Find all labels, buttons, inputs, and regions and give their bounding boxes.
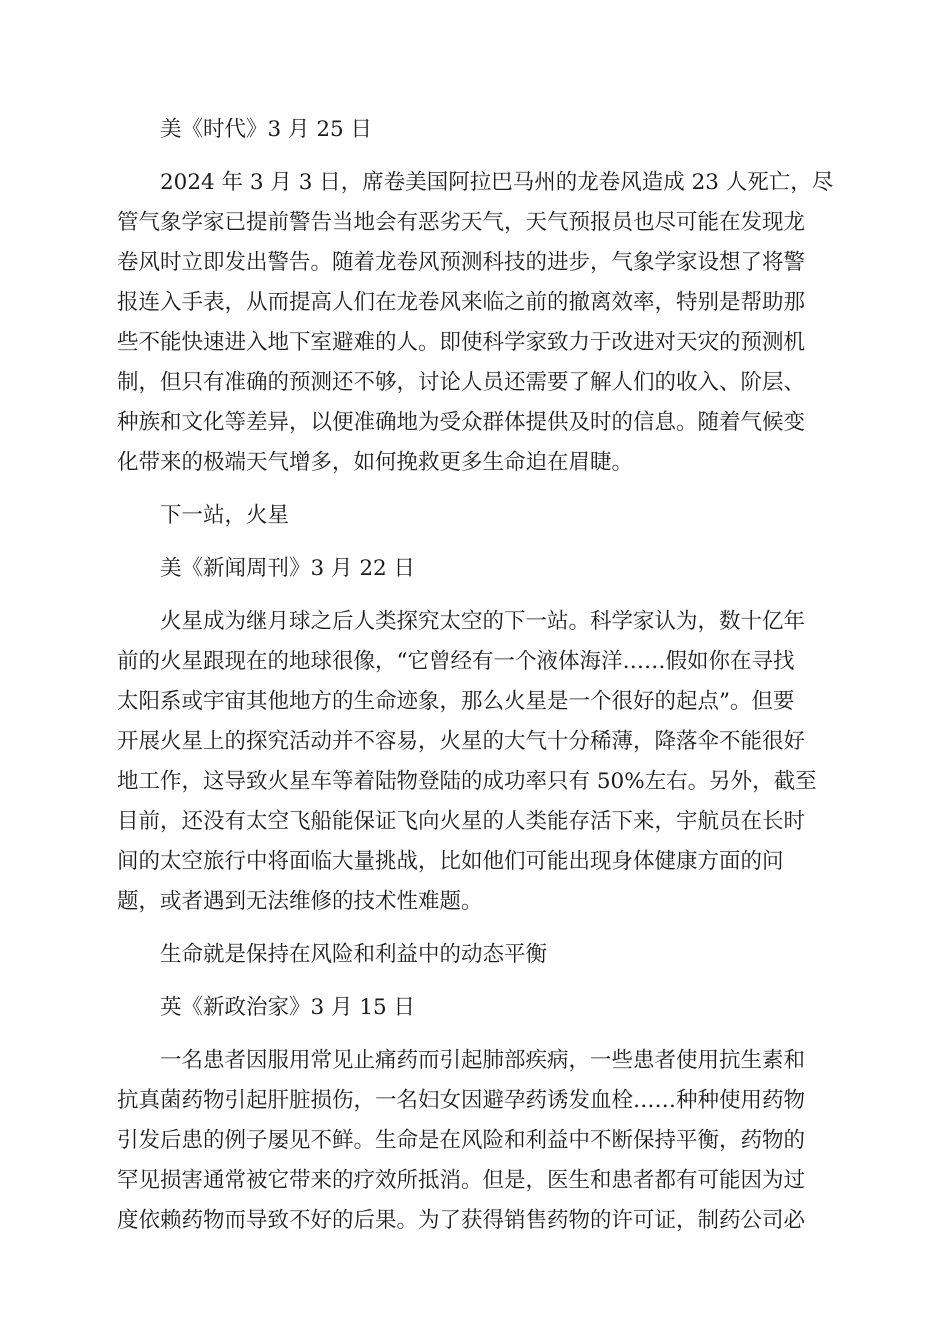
source-line-newsweek [117, 549, 833, 589]
paragraph-line: 种族和文化等差异，以便准确地为受众群体提供及时的信息。随着气候变 [117, 410, 806, 435]
source-line: 美《新闻周刊》3 月 22 日 [160, 556, 416, 581]
paragraph-line: 化带来的极端天气增多，如何挽救更多生命迫在眉睫。 [117, 450, 634, 475]
paragraph-line: 卷风时立即发出警告。随着龙卷风预测科技的进步，气象学家设想了将警 [117, 250, 806, 275]
paragraph-tornado [117, 163, 833, 483]
paragraph-mars [117, 602, 833, 922]
paragraph-line: 题，或者遇到无法维修的技术性难题。 [117, 889, 483, 914]
source-line-new-statesman [117, 988, 833, 1028]
paragraph-line: 地工作，这导致火星车等着陆物登陆的成功率只有 50%左右。另外，截至 [117, 769, 817, 794]
paragraph-line: 引发后患的例子屡见不鲜。生命是在风险和利益中不断保持平衡，药物的 [117, 1128, 806, 1153]
paragraph-line: 太阳系或宇宙其他地方的生命迹象，那么火星是一个很好的起点”。但要 [117, 689, 795, 714]
section-heading: 下一站，火星 [160, 503, 290, 528]
source-line: 美《时代》3 月 25 日 [160, 117, 373, 142]
paragraph-line: 前的火星跟现在的地球很像，“它曾经有一个液体海洋……假如你在寻找 [117, 649, 795, 674]
paragraph-line: 间的太空旅行中将面临大量挑战，比如他们可能出现身体健康方面的问 [117, 849, 784, 874]
paragraph-line: 火星成为继月球之后人类探究太空的下一站。科学家认为，数十亿年 [160, 609, 806, 634]
paragraph-line: 管气象学家已提前警告当地会有恶劣天气，天气预报员也尽可能在发现龙 [117, 210, 806, 235]
paragraph-line: 抗真菌药物引起肝脏损伤，一名妇女因避孕药诱发血栓……种种使用药物 [117, 1088, 806, 1113]
paragraph-line: 罕见损害通常被它带来的疗效所抵消。但是，医生和患者都有可能因为过 [117, 1168, 806, 1193]
paragraph-line: 一名患者因服用常见止痛药而引起肺部疾病，一些患者使用抗生素和 [160, 1048, 806, 1073]
paragraph-line: 些不能快速进入地下室避难的人。即使科学家致力于改进对天灾的预测机 [117, 330, 806, 355]
paragraph-line: 报连入手表，从而提高人们在龙卷风来临之前的撤离效率，特别是帮助那 [117, 290, 806, 315]
section-heading: 生命就是保持在风险和利益中的动态平衡 [160, 942, 548, 967]
heading-mars [117, 496, 833, 536]
source-line-time [117, 110, 833, 150]
paragraph-line: 制，但只有准确的预测还不够，讨论人员还需要了解人们的收入、阶层、 [117, 370, 806, 395]
paragraph-line: 开展火星上的探究活动并不容易，火星的大气十分稀薄，降落伞不能很好 [117, 729, 806, 754]
document-page [117, 110, 833, 1241]
paragraph-line: 目前，还没有太空飞船能保证飞向火星的人类能存活下来，宇航员在长时 [117, 809, 806, 834]
paragraph-line: 2024 年 3 月 3 日，席卷美国阿拉巴马州的龙卷风造成 23 人死亡，尽 [160, 170, 833, 195]
paragraph-line: 度依赖药物而导致不好的后果。为了获得销售药物的许可证，制药公司必 [117, 1208, 806, 1233]
source-line: 英《新政治家》3 月 15 日 [160, 995, 416, 1020]
paragraph-medicine [117, 1041, 833, 1241]
heading-balance [117, 935, 833, 975]
